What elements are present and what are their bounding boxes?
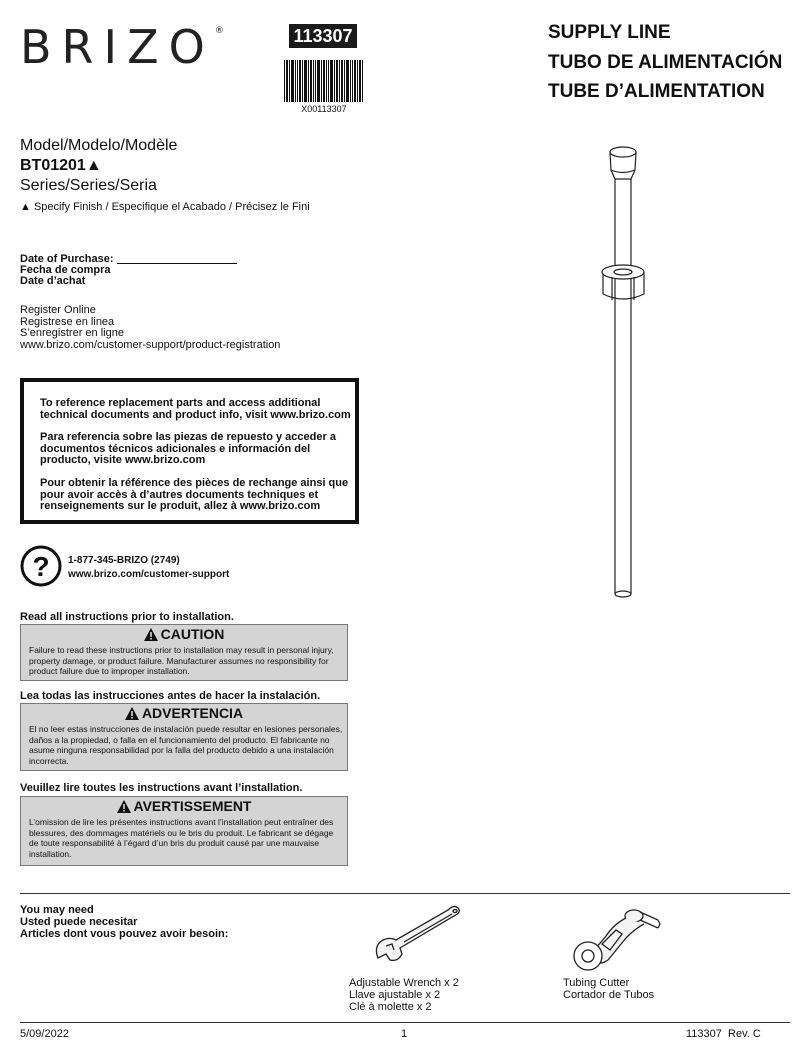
purchase-date-labels: Date of Purchase: Fecha de compra Date d’achat [20,253,114,287]
reference-box [20,378,359,524]
support-link[interactable]: www.brizo.com/customer-support [68,569,230,580]
caution-box [20,624,348,681]
model-code: BT01201▲ [20,157,102,174]
support-phone: 1-877-345-BRIZO (2749) [68,555,180,566]
registration-link[interactable]: www.brizo.com/customer-support/product-registration [20,338,281,351]
caution-body: Failure to read these instructions prior to installation may result in personal injury, property damage, or product failure. Manufacturer assumes no responsibility for product failure due to improper installation. [29,645,334,676]
tubing-cutter-icon [566,898,666,974]
cutter-label: Tubing Cutter Cortador de Tubos [563,977,655,1001]
svg-text:?: ? [32,551,50,582]
avertissement-box [20,796,348,866]
reference-text-en: To reference replacement parts and access additional technical documents and product info, visit www.brizo.com [40,397,351,421]
avertissement-title: AVERTISSEMENT [133,798,252,814]
title-en: SUPPLY LINE [548,22,671,43]
model-label: Model/Modelo/Modèle [20,137,178,154]
reference-text-fr: Pour obtenir la référence des pièces de rechange ainsi que pour avoir accès à d’autres documents techniques et renseignements sur le produit, allez à www.brizo.com [40,477,349,512]
footer-divider [20,1022,790,1023]
advertencia-box [20,703,348,771]
title-fr: TUBE D’ALIMENTATION [548,81,765,102]
barcode-text: X00113307 [301,104,347,114]
purchase-date-line [117,263,237,264]
register-online: Register Online Registrese en linea S’enregistrer en ligne www.brizo.com/customer-support/product-registration [20,304,281,351]
tools-heading: You may need Usted puede necesitar Articles dont vous pouvez avoir besoin: [20,904,229,940]
reference-text-es: Para referencia sobre las piezas de repuesto y acceder a documentos técnicos adicionales e información del producto, visite www.brizo.com [40,431,336,466]
page-number: 1 [401,1028,408,1040]
part-number-badge: 113307 [289,24,357,48]
finish-note: ▲ Specify Finish / Especifique el Acabado / Précisez le Fini [20,201,310,213]
read-heading-fr: Veuillez lire toutes les instructions avant l’installation. [20,782,303,794]
warning-triangle-icon [117,800,131,813]
supply-line-illustration [590,142,660,604]
brizo-logo: BRIZO® [20,20,224,74]
footer-date: 5/09/2022 [20,1028,69,1040]
caution-title: CAUTION [160,626,225,642]
support-contact [68,554,229,582]
barcode-icon [284,60,364,102]
title-es: TUBO DE ALIMENTACIÓN [548,52,783,73]
section-divider [20,893,790,894]
advertencia-body: El no leer estas instrucciones de instalación puede resultar en lesiones personales, daños a la propiedad, o falla en el funcionamiento del producto. El fabricante no asume ninguna responsabilidad por la falla del producto debido a una instalación incorrecta. [29,724,343,766]
series-label: Series/Series/Seria [20,177,157,194]
question-icon [20,545,62,587]
warning-triangle-icon [144,628,158,641]
warning-triangle-icon [125,707,139,720]
advertencia-title: ADVERTENCIA [141,705,244,721]
specify-finish-icon: ▲ [85,157,102,174]
avertissement-body: L’omission de lire les présentes instructions avant l’installation peut entraîner des blessures, des dommages matériels ou le bris du produit. Le fabricant se dégage de toute responsabilité à l’égard d’un bris du produit causé par une mauvaise installation. [29,817,334,859]
read-heading-en: Read all instructions prior to installation. [20,611,234,623]
footer-revision: 113307 Rev. C [686,1028,761,1040]
read-heading-es: Lea todas las instrucciones antes de hacer la instalación. [20,690,321,702]
wrench-icon [372,904,468,966]
wrench-label: Adjustable Wrench x 2 Llave ajustable x 2 Clé à molette x 2 [349,977,459,1013]
